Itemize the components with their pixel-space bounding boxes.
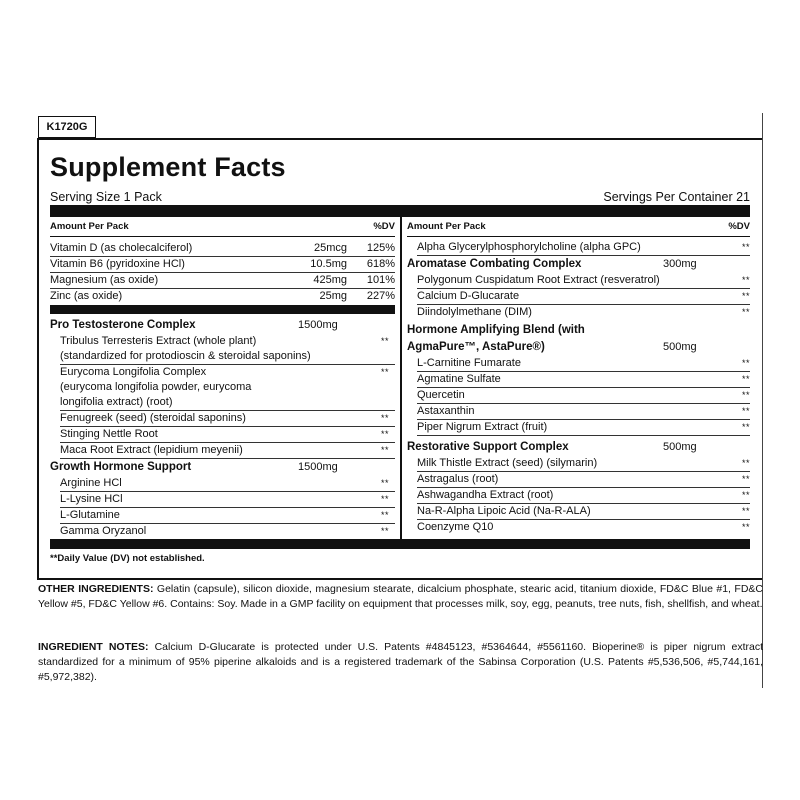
ingredient-row xyxy=(60,427,395,443)
amount-header: Amount Per Pack xyxy=(407,221,486,232)
ingredient-name: Ashwagandha Extract (root) xyxy=(417,489,554,501)
ingredient-row xyxy=(60,334,395,365)
ingredient-name: Alpha Glycerylphosphorylcholine (alpha GPC) xyxy=(417,241,641,253)
ingredient-name: Stinging Nettle Root xyxy=(60,428,158,440)
blend-name: Restorative Support Complex xyxy=(407,441,569,453)
ingredient-detail: longifolia extract) (root) xyxy=(60,396,173,408)
servings-per-container: Servings Per Container 21 xyxy=(603,190,750,204)
column-header xyxy=(50,217,395,237)
panel-title: Supplement Facts xyxy=(50,152,286,182)
ingredient-name: Astaxanthin xyxy=(417,405,475,417)
ingredient-name: Quercetin xyxy=(417,389,465,401)
ingredient-dv: ** xyxy=(380,413,389,423)
ingredient-name: Calcium D-Glucarate xyxy=(417,290,520,302)
ingredient-row xyxy=(417,472,750,488)
ingredient-dv: ** xyxy=(741,390,750,400)
blend-header xyxy=(407,322,750,356)
blend-header xyxy=(50,459,395,476)
ingredient-row xyxy=(417,388,750,404)
ingredient-row xyxy=(60,508,395,524)
ingredient-row xyxy=(417,289,750,305)
ingredient-notes-text: Calcium D-Glucarate is protected under U.S. Patents #4845123, #5364644, #5561160. Bioperine® is piper nigrum extract standardized for a minimum of 95% piperine alkaloids and is a registered trademark of the Sabinsa Corporation (U.S. Patents #5,536,506, #5,744,161, #5,972,382). xyxy=(38,641,764,683)
ingredient-name: Tribulus Terresteris Extract (whole plant) xyxy=(60,335,257,347)
ingredient-dv: ** xyxy=(741,422,750,432)
nutrient-amount: 425mg xyxy=(313,274,347,286)
column-header xyxy=(407,217,750,237)
ingredient-dv: ** xyxy=(380,510,389,520)
nutrient-name: Vitamin B6 (pyridoxine HCl) xyxy=(50,258,185,270)
ingredient-name: Na-R-Alpha Lipoic Acid (Na-R-ALA) xyxy=(417,505,591,517)
other-ingredients xyxy=(38,582,763,612)
ingredient-name: Arginine HCl xyxy=(60,477,122,489)
ingredient-dv: ** xyxy=(741,275,750,285)
blend-amount: 300mg xyxy=(663,258,697,270)
ingredient-name: Maca Root Extract (lepidium meyenii) xyxy=(60,444,243,456)
nutrient-row xyxy=(50,289,395,304)
ingredient-row xyxy=(417,372,750,388)
nutrient-dv: 125% xyxy=(366,242,395,254)
ingredient-dv: ** xyxy=(741,490,750,500)
nutrient-amount: 25mg xyxy=(319,290,347,302)
ingredient-row xyxy=(417,520,750,535)
nutrient-amount: 25mcg xyxy=(313,242,347,254)
ingredient-dv: ** xyxy=(741,406,750,416)
nutrient-row xyxy=(50,257,395,273)
nutrient-dv: 618% xyxy=(366,258,395,270)
ingredient-dv: ** xyxy=(741,458,750,468)
left-column xyxy=(50,217,395,539)
blend-header xyxy=(50,317,395,334)
ingredient-name: L-Carnitine Fumarate xyxy=(417,357,521,369)
blend-header xyxy=(407,256,750,273)
ingredient-name: Astragalus (root) xyxy=(417,473,499,485)
ingredient-name: L-Lysine HCl xyxy=(60,493,123,505)
ingredient-row xyxy=(417,273,750,289)
ingredient-name: Piper Nigrum Extract (fruit) xyxy=(417,421,548,433)
ingredient-detail: (standardized for protodioscin & steroidal saponins) xyxy=(60,350,311,362)
panel-border-left xyxy=(37,138,39,578)
other-ingredients-text: Gelatin (capsule), silicon dioxide, magnesium stearate, dicalcium phosphate, stearic acid, titanium dioxide, FD&C Blue #1, FD&C Yellow #5, FD&C Yellow #6. Contains: Soy. Made in a GMP facility on equipment that processes milk, soy, egg, peanuts, tree nuts, fish, shellfish, and wheat. xyxy=(38,583,763,610)
ingredient-notes xyxy=(38,640,763,685)
ingredient-dv: ** xyxy=(380,336,389,346)
blend-name-continued: AgmaPure™, AstaPure®) xyxy=(407,341,545,353)
blend-amount: 1500mg xyxy=(298,319,338,331)
blend-name: Pro Testosterone Complex xyxy=(50,319,196,331)
ingredient-row xyxy=(417,404,750,420)
dv-header: %DV xyxy=(728,221,750,232)
ingredient-dv: ** xyxy=(380,478,389,488)
ingredient-dv: ** xyxy=(741,374,750,384)
ingredient-row xyxy=(417,356,750,372)
blend-name: Hormone Amplifying Blend (with xyxy=(407,324,585,336)
panel-border-top xyxy=(37,138,763,140)
other-ingredients-label: OTHER INGREDIENTS: xyxy=(38,583,154,595)
nutrient-row xyxy=(50,241,395,257)
ingredient-name: Milk Thistle Extract (seed) (silymarin) xyxy=(417,457,598,469)
blend-amount: 500mg xyxy=(663,441,697,453)
ingredient-dv: ** xyxy=(741,242,750,252)
thick-rule-bottom xyxy=(50,539,750,549)
ingredient-name: Polygonum Cuspidatum Root Extract (resveratrol) xyxy=(417,274,660,286)
column-divider xyxy=(400,217,402,539)
ingredient-dv: ** xyxy=(741,358,750,368)
nutrient-name: Vitamin D (as cholecalciferol) xyxy=(50,242,193,254)
blend-amount: 500mg xyxy=(663,341,697,353)
thick-rule-minerals xyxy=(50,305,395,314)
ingredient-row xyxy=(417,240,750,256)
blend-name: Growth Hormone Support xyxy=(50,461,192,473)
ingredient-dv: ** xyxy=(741,474,750,484)
serving-size: Serving Size 1 Pack xyxy=(50,190,162,204)
thick-rule-top xyxy=(50,205,750,217)
ingredient-dv: ** xyxy=(380,526,389,536)
ingredient-detail: (eurycoma longifolia powder, eurycoma xyxy=(60,381,252,393)
ingredient-dv: ** xyxy=(380,429,389,439)
ingredient-name: L-Glutamine xyxy=(60,509,120,521)
nutrient-dv: 101% xyxy=(366,274,395,286)
ingredient-name: Gamma Oryzanol xyxy=(60,525,147,537)
ingredient-name: Agmatine Sulfate xyxy=(417,373,501,385)
dv-header: %DV xyxy=(373,221,395,232)
nutrient-dv: 227% xyxy=(366,290,395,302)
ingredient-row xyxy=(60,411,395,427)
ingredient-dv: ** xyxy=(380,494,389,504)
ingredient-row xyxy=(417,504,750,520)
nutrient-row xyxy=(50,273,395,289)
daily-value-footnote: **Daily Value (DV) not established. xyxy=(50,553,205,564)
ingredient-row xyxy=(60,492,395,508)
ingredient-row xyxy=(417,456,750,472)
ingredient-dv: ** xyxy=(741,522,750,532)
ingredient-name: Eurycoma Longifolia Complex xyxy=(60,366,207,378)
ingredient-row xyxy=(417,488,750,504)
ingredient-dv: ** xyxy=(741,506,750,516)
ingredient-row xyxy=(60,443,395,459)
ingredient-notes-label: INGREDIENT NOTES: xyxy=(38,641,149,653)
ingredient-dv: ** xyxy=(380,367,389,377)
panel-border-bottom xyxy=(37,578,763,580)
ingredient-row xyxy=(417,305,750,320)
blend-amount: 1500mg xyxy=(298,461,338,473)
ingredient-name: Fenugreek (seed) (steroidal saponins) xyxy=(60,412,246,424)
ingredient-row xyxy=(417,420,750,436)
nutrient-name: Magnesium (as oxide) xyxy=(50,274,159,286)
nutrient-amount: 10.5mg xyxy=(310,258,347,270)
blend-name: Aromatase Combating Complex xyxy=(407,258,582,270)
right-column xyxy=(407,217,750,535)
ingredient-row xyxy=(60,365,395,411)
ingredient-name: Coenzyme Q10 xyxy=(417,521,494,533)
ingredient-name: Diindolylmethane (DIM) xyxy=(417,306,532,318)
ingredient-row xyxy=(60,524,395,539)
blend-header xyxy=(407,439,750,456)
ingredient-dv: ** xyxy=(380,445,389,455)
product-code: K1720G xyxy=(38,116,96,138)
ingredient-dv: ** xyxy=(741,291,750,301)
nutrient-name: Zinc (as oxide) xyxy=(50,290,123,302)
ingredient-dv: ** xyxy=(741,307,750,317)
ingredient-row xyxy=(60,476,395,492)
amount-header: Amount Per Pack xyxy=(50,221,129,232)
